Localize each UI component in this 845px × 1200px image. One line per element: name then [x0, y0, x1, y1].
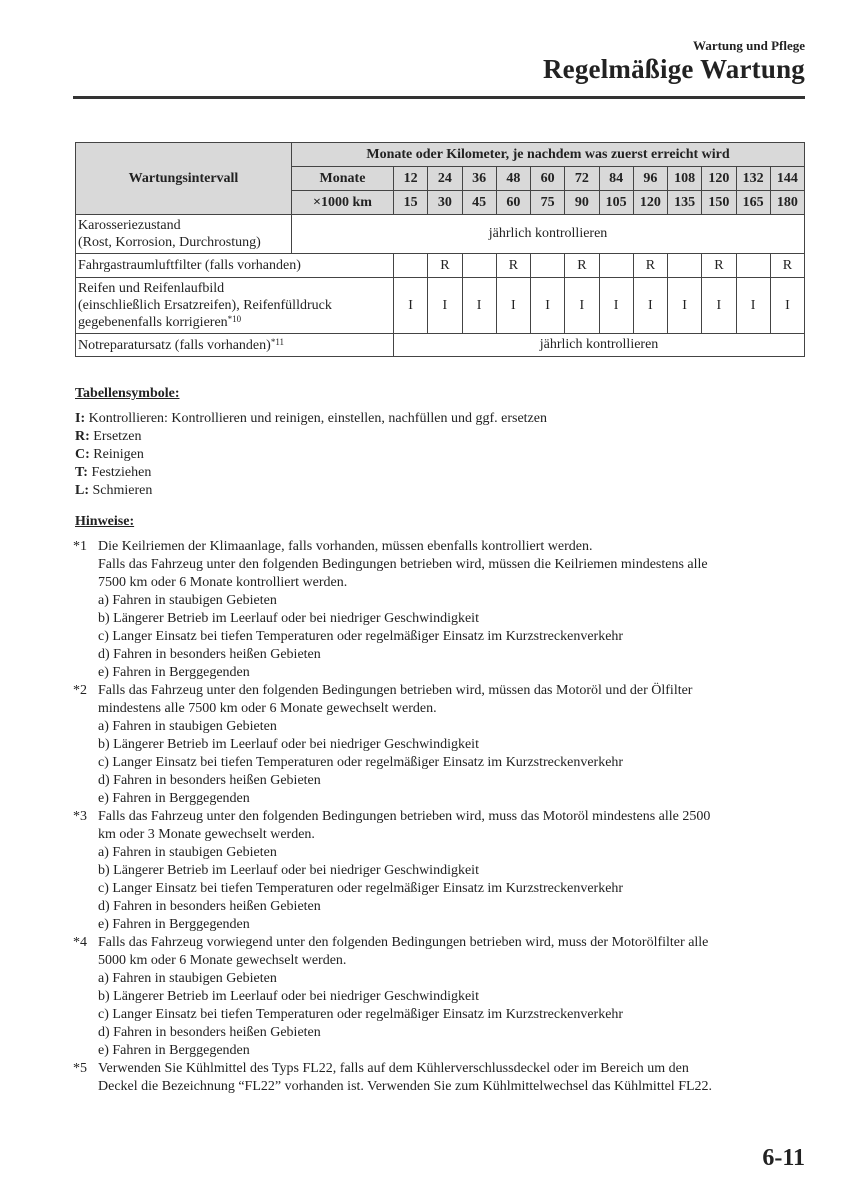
note-line: Falls das Fahrzeug unter den folgenden Bedingungen betrieben wird, müssen die Keilriemen mindestens alle — [98, 557, 708, 572]
symbol-key: C: — [75, 447, 90, 462]
km-header: 105 — [599, 191, 633, 215]
table-row — [76, 254, 805, 278]
row-item-line: Karosseriezustand — [78, 218, 181, 233]
row-span-value: jährlich kontrollieren — [394, 334, 805, 357]
note-item — [73, 538, 808, 682]
table-cell: R — [770, 254, 804, 278]
table-cell — [668, 254, 702, 278]
note-sub-item: e) Fahren in Berggegenden — [98, 917, 250, 932]
section-label: Wartung und Pflege — [693, 38, 805, 53]
table-row — [76, 215, 805, 254]
table-cell: I — [462, 278, 496, 334]
symbol-item — [75, 482, 547, 500]
page-title: Regelmäßige Wartung — [542, 54, 805, 84]
month-header: 12 — [394, 167, 428, 191]
note-sub-item: c) Langer Einsatz bei tiefen Temperaturen oder regelmäßiger Einsatz im Kurzstreckenverkehr — [98, 755, 624, 770]
note-line: Falls das Fahrzeug unter den folgenden Bedingungen betrieben wird, müssen das Motoröl und der Ölfilter — [98, 683, 693, 698]
table-cell: I — [428, 278, 462, 334]
note-line: Falls das Fahrzeug vorwiegend unter den folgenden Bedingungen betrieben wird, muss der Motorölfilter alle — [98, 935, 709, 950]
interval-label-cell: Wartungsintervall — [76, 143, 292, 215]
month-header: 24 — [428, 167, 462, 191]
note-sub-item: d) Fahren in besonders heißen Gebieten — [98, 1025, 321, 1040]
note-line: Falls das Fahrzeug unter den folgenden Bedingungen betrieben wird, muss das Motoröl mindestens alle 2500 — [98, 809, 711, 824]
note-number: *3 — [73, 809, 87, 824]
row-item-label: Fahrgastraumluftfilter (falls vorhanden) — [76, 254, 394, 278]
note-sub-item: a) Fahren in staubigen Gebieten — [98, 593, 277, 608]
note-sub-item: e) Fahren in Berggegenden — [98, 665, 250, 680]
note-sub-item: e) Fahren in Berggegenden — [98, 791, 250, 806]
month-header: 108 — [668, 167, 702, 191]
table-cell: I — [702, 278, 736, 334]
table-cell: I — [565, 278, 599, 334]
title-divider — [73, 96, 805, 99]
table-cell — [599, 254, 633, 278]
note-sub-item: d) Fahren in besonders heißen Gebieten — [98, 773, 321, 788]
table-cell: R — [702, 254, 736, 278]
symbols-heading: Tabellensymbole: — [75, 386, 180, 401]
km-header: 75 — [531, 191, 565, 215]
note-sub-item: d) Fahren in besonders heißen Gebieten — [98, 647, 321, 662]
note-number: *5 — [73, 1061, 87, 1076]
note-sub-item: a) Fahren in staubigen Gebieten — [98, 845, 277, 860]
table-cell — [462, 254, 496, 278]
note-line: Verwenden Sie Kühlmittel des Typs FL22, falls auf dem Kühlerverschlussdeckel oder im Bereich um den — [98, 1061, 689, 1076]
table-cell: R — [496, 254, 530, 278]
note-line: Die Keilriemen der Klimaanlage, falls vorhanden, müssen ebenfalls kontrolliert werden. — [98, 539, 593, 554]
note-number: *1 — [73, 539, 87, 554]
table-cell: R — [565, 254, 599, 278]
note-sub-item: d) Fahren in besonders heißen Gebieten — [98, 899, 321, 914]
table-cell: I — [736, 278, 770, 334]
months-label: Monate — [292, 167, 394, 191]
km-header: 150 — [702, 191, 736, 215]
note-number: *2 — [73, 683, 87, 698]
note-number: *4 — [73, 935, 87, 950]
notes-list — [73, 538, 808, 1096]
month-header: 84 — [599, 167, 633, 191]
note-sub-item: c) Langer Einsatz bei tiefen Temperaturen oder regelmäßiger Einsatz im Kurzstreckenverkehr — [98, 881, 624, 896]
note-sub-item: b) Längerer Betrieb im Leerlauf oder bei niedriger Geschwindigkeit — [98, 611, 479, 626]
table-cell: I — [496, 278, 530, 334]
table-cell: I — [394, 278, 428, 334]
note-sub-item: a) Fahren in staubigen Gebieten — [98, 971, 277, 986]
km-header: 120 — [633, 191, 667, 215]
table-cell: I — [668, 278, 702, 334]
note-item — [73, 808, 808, 934]
row-item-label — [76, 215, 292, 254]
span-header-cell: Monate oder Kilometer, je nachdem was zuerst erreicht wird — [292, 143, 805, 167]
table-cell — [531, 254, 565, 278]
km-header: 135 — [668, 191, 702, 215]
month-header: 48 — [496, 167, 530, 191]
table-cell: I — [531, 278, 565, 334]
table-header-row — [76, 143, 805, 167]
notes-heading: Hinweise: — [75, 514, 135, 529]
row-item-line: Notreparatursatz (falls vorhanden) — [78, 337, 271, 353]
table-cell: I — [633, 278, 667, 334]
symbol-text: Ersetzen — [89, 429, 142, 444]
month-header: 60 — [531, 167, 565, 191]
note-line: mindestens alle 7500 km oder 6 Monate gewechselt werden. — [98, 701, 437, 716]
symbol-item — [75, 464, 547, 482]
note-sub-item: b) Längerer Betrieb im Leerlauf oder bei niedriger Geschwindigkeit — [98, 989, 479, 1004]
note-sub-item: e) Fahren in Berggegenden — [98, 1043, 250, 1058]
symbol-key: R: — [75, 429, 90, 444]
note-sub-item: c) Langer Einsatz bei tiefen Temperaturen oder regelmäßiger Einsatz im Kurzstreckenverkehr — [98, 629, 624, 644]
note-sub-item: b) Längerer Betrieb im Leerlauf oder bei niedriger Geschwindigkeit — [98, 737, 479, 752]
table-row — [76, 334, 805, 357]
row-item-line: (einschließlich Ersatzreifen), Reifenfülldruck — [78, 298, 332, 313]
month-header: 132 — [736, 167, 770, 191]
row-item-line: (Rost, Korrosion, Durchrostung) — [78, 235, 261, 250]
row-item-label — [76, 334, 394, 357]
km-header: 90 — [565, 191, 599, 215]
note-line: 5000 km oder 6 Monate gewechselt werden. — [98, 953, 347, 968]
month-header: 144 — [770, 167, 804, 191]
symbol-text: Reinigen — [89, 447, 144, 462]
table-row — [76, 278, 805, 334]
note-item — [73, 934, 808, 1060]
table-cell — [736, 254, 770, 278]
km-header: 60 — [496, 191, 530, 215]
symbol-item — [75, 410, 547, 428]
table-cell: R — [428, 254, 462, 278]
note-sub-item: a) Fahren in staubigen Gebieten — [98, 719, 277, 734]
km-label: ×1000 km — [292, 191, 394, 215]
note-item — [73, 1060, 808, 1096]
symbol-key: I: — [75, 411, 86, 426]
symbol-text: Festziehen — [87, 465, 152, 480]
table-cell: R — [633, 254, 667, 278]
symbols-list — [75, 410, 547, 500]
table-cell: I — [770, 278, 804, 334]
month-header: 36 — [462, 167, 496, 191]
page-number: 6-11 — [762, 1145, 805, 1171]
km-header: 45 — [462, 191, 496, 215]
km-header: 165 — [736, 191, 770, 215]
symbol-text: Schmieren — [89, 483, 153, 498]
km-header: 30 — [428, 191, 462, 215]
month-header: 72 — [565, 167, 599, 191]
note-sub-item: c) Langer Einsatz bei tiefen Temperaturen oder regelmäßiger Einsatz im Kurzstreckenverkehr — [98, 1007, 624, 1022]
month-header: 96 — [633, 167, 667, 191]
table-cell — [394, 254, 428, 278]
note-item — [73, 682, 808, 808]
table-cell: I — [599, 278, 633, 334]
symbol-item — [75, 446, 547, 464]
symbol-key: L: — [75, 483, 89, 498]
maintenance-table — [75, 142, 805, 357]
km-header: 15 — [394, 191, 428, 215]
footnote-ref: *11 — [270, 336, 284, 347]
km-header: 180 — [770, 191, 804, 215]
note-line: km oder 3 Monate gewechselt werden. — [98, 827, 315, 842]
footnote-ref: *10 — [227, 314, 242, 324]
symbol-key: T: — [75, 465, 88, 480]
note-line: Deckel die Bezeichnung “FL22” vorhanden ist. Verwenden Sie zum Kühlmittelwechsel das Kühlmittel FL22. — [98, 1079, 713, 1094]
row-item-line: Reifen und Reifenlaufbild — [78, 281, 225, 296]
row-item-line: gegebenenfalls korrigieren — [78, 315, 228, 330]
row-item-label — [76, 278, 394, 334]
note-line: 7500 km oder 6 Monate kontrolliert werden. — [98, 575, 348, 590]
row-span-value: jährlich kontrollieren — [292, 215, 805, 254]
note-sub-item: b) Längerer Betrieb im Leerlauf oder bei niedriger Geschwindigkeit — [98, 863, 479, 878]
symbol-text: Kontrollieren: Kontrollieren und reinigen, einstellen, nachfüllen und ggf. ersetzen — [85, 411, 547, 426]
symbol-item — [75, 428, 547, 446]
month-header: 120 — [702, 167, 736, 191]
